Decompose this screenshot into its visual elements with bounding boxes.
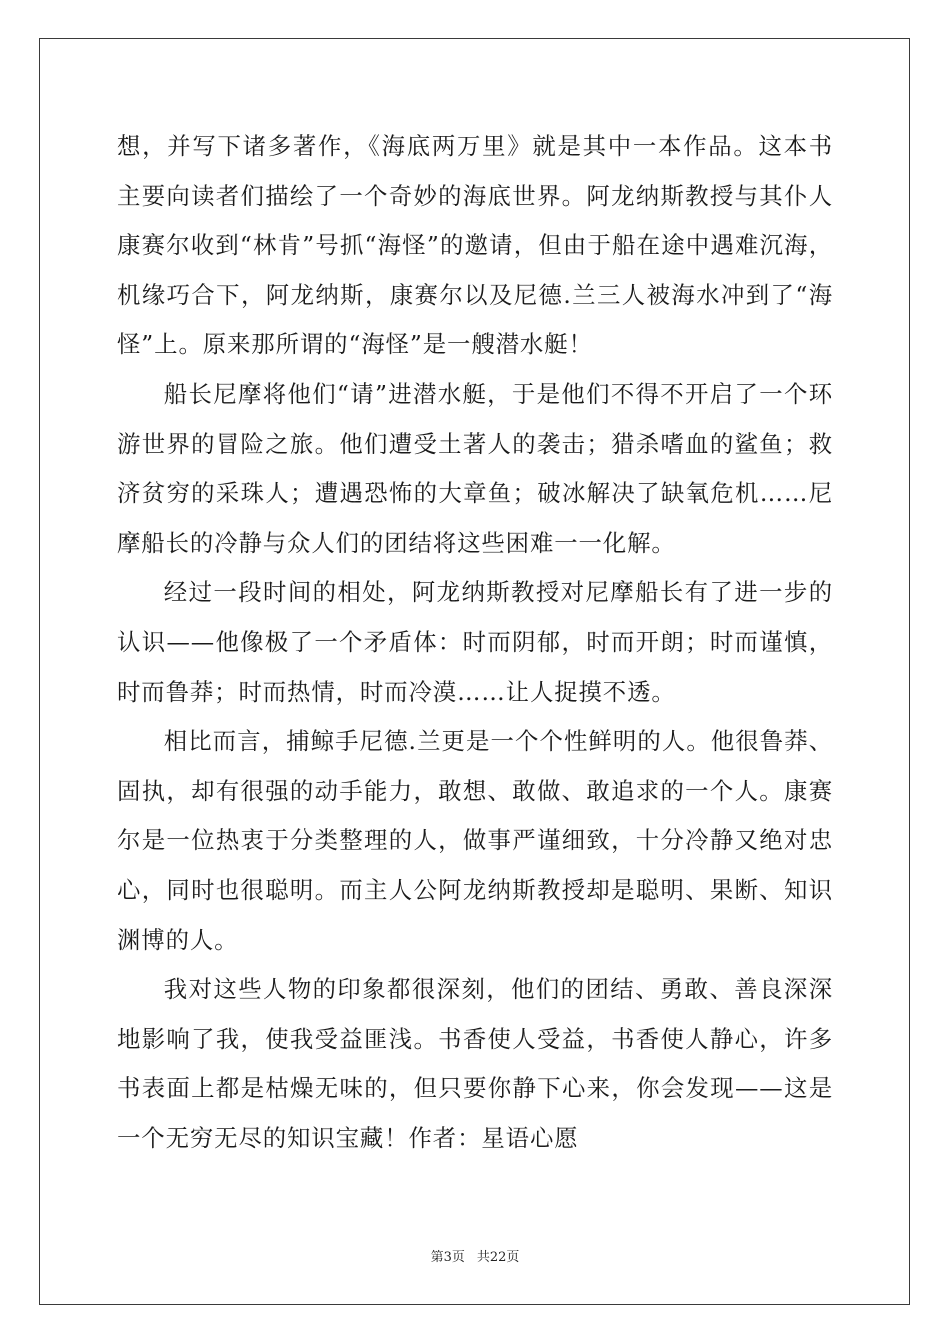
paragraph-1: 想，并写下诸多著作，《海底两万里》就是其中一本作品。这本书主要向读者们描绘了一个奇妙的海底世界。阿龙纳斯教授与其仆人康赛尔收到“林肯”号抓“海怪”的邀请，但由于船在途中遇难沉海，机缘巧合下，阿龙纳斯，康赛尔以及尼德.兰三人被海水冲到了“海怪”上。原来那所谓的“海怪”是一艘潜水艇！	[117, 132, 833, 359]
page-total: 共22页	[476, 1250, 520, 1265]
page-footer	[0, 1246, 950, 1265]
paragraph-4: 相比而言，捕鲸手尼德.兰更是一个个性鲜明的人。他很鲁莽、固执，却有很强的动手能力，敢想、敢做、敢追求的一个人。康赛尔是一位热衷于分类整理的人，做事严谨细致，十分冷静又绝对忠心，同时也很聪明。而主人公阿龙纳斯教授却是聪明、果断、知识渊博的人。	[117, 727, 833, 954]
paragraph-5: 我对这些人物的印象都很深刻，他们的团结、勇敢、善良深深地影响了我，使我受益匪浅。书香使人受益，书香使人静心，许多书表面上都是枯燥无味的，但只要你静下心来，你会发现——这是一个无穷无尽的知识宝藏！作者：星语心愿	[117, 975, 833, 1152]
paragraph-2: 船长尼摩将他们“请”进潜水艇，于是他们不得不开启了一个环游世界的冒险之旅。他们遭受土著人的袭击；猎杀嗜血的鲨鱼；救济贫穷的采珠人；遭遇恐怖的大章鱼；破冰解决了缺氧危机……尼摩船长的冷静与众人们的团结将这些困难一一化解。	[117, 379, 833, 557]
paragraph-3: 经过一段时间的相处，阿龙纳斯教授对尼摩船长有了进一步的认识——他像极了一个矛盾体：时而阴郁，时而开朗；时而谨慎，时而鲁莽；时而热情，时而冷漠……让人捉摸不透。	[117, 578, 833, 706]
page-number: 第3页	[430, 1250, 465, 1265]
document-body	[117, 122, 833, 1163]
